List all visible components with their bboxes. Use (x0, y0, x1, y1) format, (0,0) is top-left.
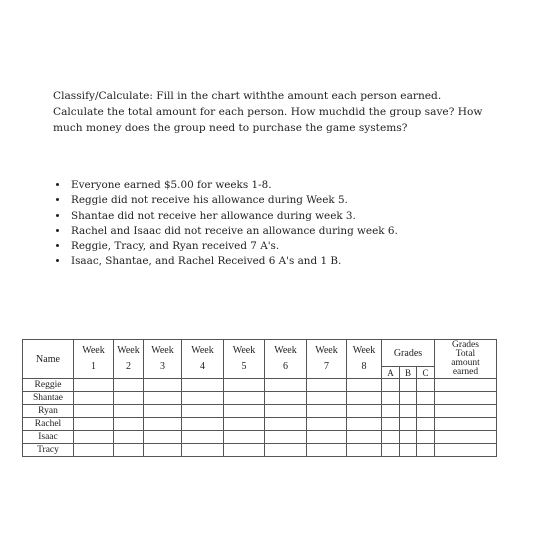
table-cell (400, 431, 417, 444)
table-cell (435, 379, 497, 392)
table-cell (224, 431, 265, 444)
table-cell (144, 444, 182, 457)
table-cell (144, 418, 182, 431)
table-cell (417, 392, 435, 405)
table-cell (144, 379, 182, 392)
table-cell (417, 418, 435, 431)
table-cell (144, 431, 182, 444)
table-cell (182, 418, 224, 431)
table-cell (382, 431, 400, 444)
table-cell (417, 379, 435, 392)
table-cell (307, 418, 347, 431)
table-cell (435, 444, 497, 457)
table-cell (307, 405, 347, 418)
table-cell (347, 405, 382, 418)
table-cell (307, 379, 347, 392)
table-cell (265, 392, 307, 405)
grade-b-header: B (400, 367, 417, 379)
table-cell (74, 379, 114, 392)
table-cell (265, 379, 307, 392)
week-3-header: Week 3 (144, 340, 182, 379)
table-cell (435, 431, 497, 444)
week-5-header: Week 5 (224, 340, 265, 379)
table-cell (114, 379, 144, 392)
table-cell (74, 444, 114, 457)
table-row (23, 431, 497, 444)
table-cell (182, 379, 224, 392)
table-cell (417, 444, 435, 457)
table-cell (307, 431, 347, 444)
table-cell (265, 405, 307, 418)
table-cell (307, 444, 347, 457)
row-name-isaac: Isaac (23, 431, 74, 444)
total-earned-header: Grades Total amount earned (435, 340, 497, 379)
week-2-header: Week 2 (114, 340, 144, 379)
table-cell (182, 392, 224, 405)
table-cell (114, 392, 144, 405)
table-cell (114, 418, 144, 431)
table-cell (382, 392, 400, 405)
week-7-header: Week 7 (307, 340, 347, 379)
table-cell (382, 444, 400, 457)
fact-item: • Isaac, Shantae, and Rachel Received 6 A's and 1 B. (69, 254, 509, 269)
row-name-shantae: Shantae (23, 392, 74, 405)
table-cell (265, 444, 307, 457)
table-cell (265, 418, 307, 431)
table-cell (417, 405, 435, 418)
table-cell (182, 405, 224, 418)
table-cell (224, 444, 265, 457)
allowance-chart (22, 339, 497, 457)
table-cell (400, 379, 417, 392)
table-cell (382, 418, 400, 431)
table-cell (435, 418, 497, 431)
instructions: Classify/Calculate: Fill in the chart withthe amount each person earned. Calculate the total amount for each person. How muchdid the group save? How much money does the group need to purchase the game systems? (53, 90, 483, 134)
table-cell (435, 392, 497, 405)
table-cell (347, 444, 382, 457)
week-8-header: Week 8 (347, 340, 382, 379)
table-cell (182, 431, 224, 444)
table-cell (382, 405, 400, 418)
row-name-ryan: Ryan (23, 405, 74, 418)
week-1-header: Week 1 (74, 340, 114, 379)
table-cell (224, 418, 265, 431)
table-cell (417, 431, 435, 444)
table-cell (347, 392, 382, 405)
table-cell (400, 418, 417, 431)
table-cell (144, 405, 182, 418)
table-cell (224, 392, 265, 405)
table-cell (307, 392, 347, 405)
table-cell (382, 379, 400, 392)
table-cell (182, 444, 224, 457)
table-cell (224, 405, 265, 418)
week-6-header: Week 6 (265, 340, 307, 379)
table-cell (74, 418, 114, 431)
table-cell (74, 431, 114, 444)
grade-a-header: A (382, 367, 400, 379)
name-header: Name (23, 340, 74, 379)
table-row (23, 392, 497, 405)
table-row (23, 379, 497, 392)
table-cell (347, 431, 382, 444)
row-name-reggie: Reggie (23, 379, 74, 392)
row-name-tracy: Tracy (23, 444, 74, 457)
table-cell (144, 392, 182, 405)
table-cell (74, 392, 114, 405)
table-row (23, 418, 497, 431)
table-cell (114, 405, 144, 418)
table-cell (265, 431, 307, 444)
facts-list (55, 178, 509, 270)
fact-item: • Everyone earned $5.00 for weeks 1-8. (69, 178, 509, 193)
table-cell (347, 379, 382, 392)
table-row (23, 405, 497, 418)
table-cell (114, 431, 144, 444)
table-cell (435, 405, 497, 418)
table-cell (400, 392, 417, 405)
grades-header: Grades (382, 340, 435, 367)
grade-c-header: C (417, 367, 435, 379)
table-cell (224, 379, 265, 392)
table-cell (114, 444, 144, 457)
fact-item: • Shantae did not receive her allowance during week 3. (69, 209, 509, 224)
table-cell (74, 405, 114, 418)
fact-item: • Reggie did not receive his allowance during Week 5. (69, 193, 509, 208)
fact-item: • Reggie, Tracy, and Ryan received 7 A's. (69, 239, 509, 254)
week-4-header: Week 4 (182, 340, 224, 379)
fact-item: • Rachel and Isaac did not receive an allowance during week 6. (69, 224, 509, 239)
table-row (23, 444, 497, 457)
table-cell (400, 444, 417, 457)
table-cell (347, 418, 382, 431)
table-cell (400, 405, 417, 418)
row-name-rachel: Rachel (23, 418, 74, 431)
